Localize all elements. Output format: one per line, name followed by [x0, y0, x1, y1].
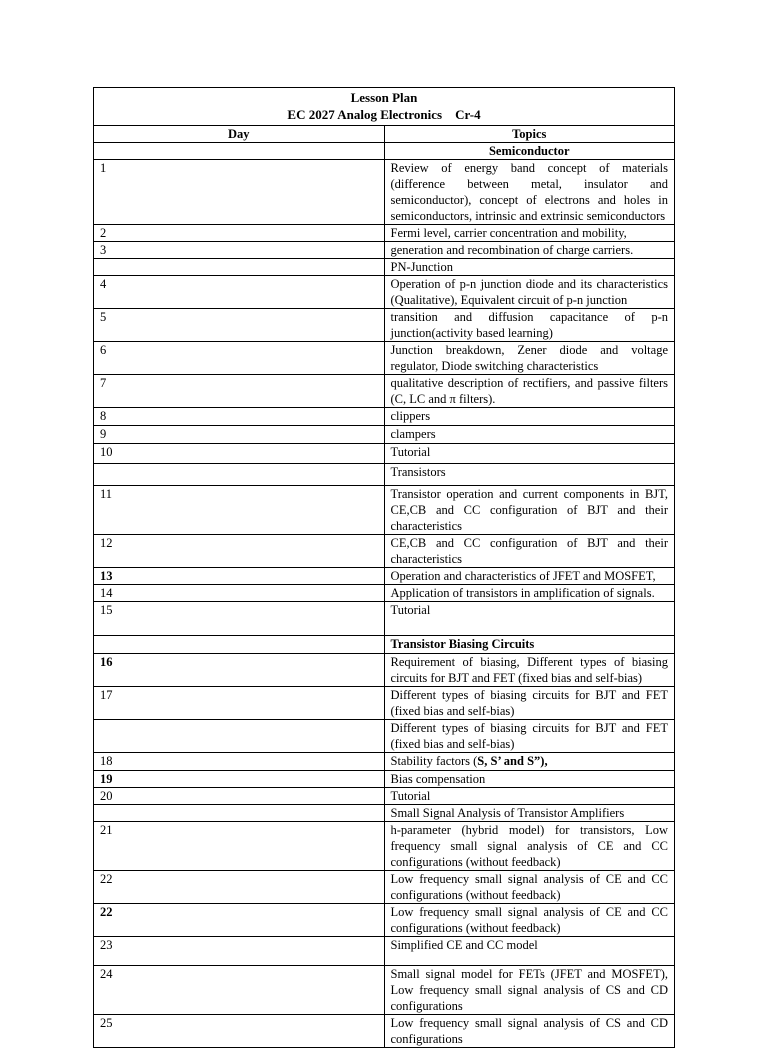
day-cell: 5	[94, 309, 385, 342]
day-cell: 21	[94, 822, 385, 871]
day-cell: 1	[94, 160, 385, 225]
day-cell	[94, 720, 385, 753]
table-row	[94, 805, 675, 822]
topic-cell: generation and recombination of charge carriers.	[384, 242, 675, 259]
day-cell: 22	[94, 871, 385, 904]
header-row	[94, 88, 675, 126]
topic-cell: Small signal model for FETs (JFET and MOSFET), Low frequency small signal analysis of CS and CD configurations	[384, 966, 675, 1015]
day-cell: 13	[94, 568, 385, 585]
day-cell: 8	[94, 408, 385, 426]
day-cell	[94, 805, 385, 822]
topic-cell: Low frequency small signal analysis of CS and CD configurations	[384, 1015, 675, 1048]
table-row	[94, 160, 675, 225]
table-row	[94, 636, 675, 654]
table-row	[94, 408, 675, 426]
table-row	[94, 788, 675, 805]
table-row	[94, 259, 675, 276]
day-cell: 9	[94, 426, 385, 444]
topic-cell: Tutorial	[384, 602, 675, 636]
topic-cell: Review of energy band concept of materials (difference between metal, insulator and semiconductor), concept of electrons and holes in semiconductors, intrinsic and extrinsic semiconductors	[384, 160, 675, 225]
table-row	[94, 904, 675, 937]
table-row	[94, 276, 675, 309]
table-row	[94, 375, 675, 408]
topic-bold-text: S, S’ and S”),	[477, 754, 548, 768]
topic-cell: Different types of biasing circuits for BJT and FET (fixed bias and self-bias)	[384, 687, 675, 720]
table-row	[94, 966, 675, 1015]
table-row	[94, 720, 675, 753]
table-row	[94, 585, 675, 602]
table-row	[94, 568, 675, 585]
course-title: EC 2027 Analog Electronics Cr-4	[287, 107, 481, 122]
topics-column-header: Topics	[384, 126, 675, 143]
day-cell: 3	[94, 242, 385, 259]
day-cell: 11	[94, 486, 385, 535]
day-cell: 22	[94, 904, 385, 937]
day-cell: 16	[94, 654, 385, 687]
topic-cell: Transistors	[384, 464, 675, 486]
day-cell: 15	[94, 602, 385, 636]
table-row	[94, 654, 675, 687]
table-row	[94, 602, 675, 636]
table-row	[94, 225, 675, 242]
day-cell: 10	[94, 444, 385, 464]
day-cell: 4	[94, 276, 385, 309]
table-row	[94, 937, 675, 966]
table-row	[94, 143, 675, 160]
day-cell: 25	[94, 1015, 385, 1048]
table-row	[94, 771, 675, 788]
day-cell	[94, 464, 385, 486]
table-row	[94, 871, 675, 904]
topic-cell: Fermi level, carrier concentration and mobility,	[384, 225, 675, 242]
topic-cell: qualitative description of rectifiers, and passive filters (C, LC and π filters).	[384, 375, 675, 408]
table-row	[94, 1015, 675, 1048]
table-row	[94, 535, 675, 568]
day-cell: 18	[94, 753, 385, 771]
topic-cell: Transistor operation and current components in BJT, CE,CB and CC configuration of BJT and their characteristics	[384, 486, 675, 535]
day-cell: 14	[94, 585, 385, 602]
day-cell: 23	[94, 937, 385, 966]
day-cell: 6	[94, 342, 385, 375]
table-row	[94, 822, 675, 871]
day-cell: 20	[94, 788, 385, 805]
topic-cell: Simplified CE and CC model	[384, 937, 675, 966]
topic-cell: Transistor Biasing Circuits	[384, 636, 675, 654]
topic-cell: Tutorial	[384, 444, 675, 464]
table-row	[94, 242, 675, 259]
topic-cell: Different types of biasing circuits for BJT and FET (fixed bias and self-bias)	[384, 720, 675, 753]
topic-cell: Bias compensation	[384, 771, 675, 788]
table-row	[94, 309, 675, 342]
topic-cell: Application of transistors in amplification of signals.	[384, 585, 675, 602]
day-cell	[94, 143, 385, 160]
table-row	[94, 464, 675, 486]
document-title: Lesson Plan	[350, 90, 418, 105]
topic-cell: Requirement of biasing, Different types of biasing circuits for BJT and FET (fixed bias and self-bias)	[384, 654, 675, 687]
topic-cell: h-parameter (hybrid model) for transistors, Low frequency small signal analysis of CE and CC configurations (without feedback)	[384, 822, 675, 871]
topic-cell: Operation and characteristics of JFET and MOSFET,	[384, 568, 675, 585]
topic-cell: Semiconductor	[384, 143, 675, 160]
topic-cell: clippers	[384, 408, 675, 426]
table-row	[94, 753, 675, 771]
day-cell: 7	[94, 375, 385, 408]
topic-cell: Small Signal Analysis of Transistor Amplifiers	[384, 805, 675, 822]
topic-cell: transition and diffusion capacitance of p-n junction(activity based learning)	[384, 309, 675, 342]
day-cell	[94, 259, 385, 276]
table-row	[94, 342, 675, 375]
table-row	[94, 444, 675, 464]
topic-text: Stability factors (	[390, 754, 478, 768]
topic-cell: Low frequency small signal analysis of CE and CC configurations (without feedback)	[384, 871, 675, 904]
topic-cell: PN-Junction	[384, 259, 675, 276]
day-cell: 17	[94, 687, 385, 720]
table-header	[94, 88, 675, 126]
topic-cell	[384, 753, 675, 771]
day-cell: 12	[94, 535, 385, 568]
day-column-header: Day	[94, 126, 385, 143]
column-header-row	[94, 126, 675, 143]
table-row	[94, 426, 675, 444]
lesson-plan-table	[93, 87, 675, 1048]
topic-cell: Tutorial	[384, 788, 675, 805]
topic-cell: CE,CB and CC configuration of BJT and their characteristics	[384, 535, 675, 568]
topic-cell: Low frequency small signal analysis of CE and CC configurations (without feedback)	[384, 904, 675, 937]
table-row	[94, 687, 675, 720]
day-cell: 24	[94, 966, 385, 1015]
table-row	[94, 486, 675, 535]
day-cell	[94, 636, 385, 654]
topic-cell: Junction breakdown, Zener diode and voltage regulator, Diode switching characteristics	[384, 342, 675, 375]
topic-cell: Operation of p-n junction diode and its characteristics (Qualitative), Equivalent circuit of p-n junction	[384, 276, 675, 309]
topic-cell: clampers	[384, 426, 675, 444]
day-cell: 2	[94, 225, 385, 242]
day-cell: 19	[94, 771, 385, 788]
